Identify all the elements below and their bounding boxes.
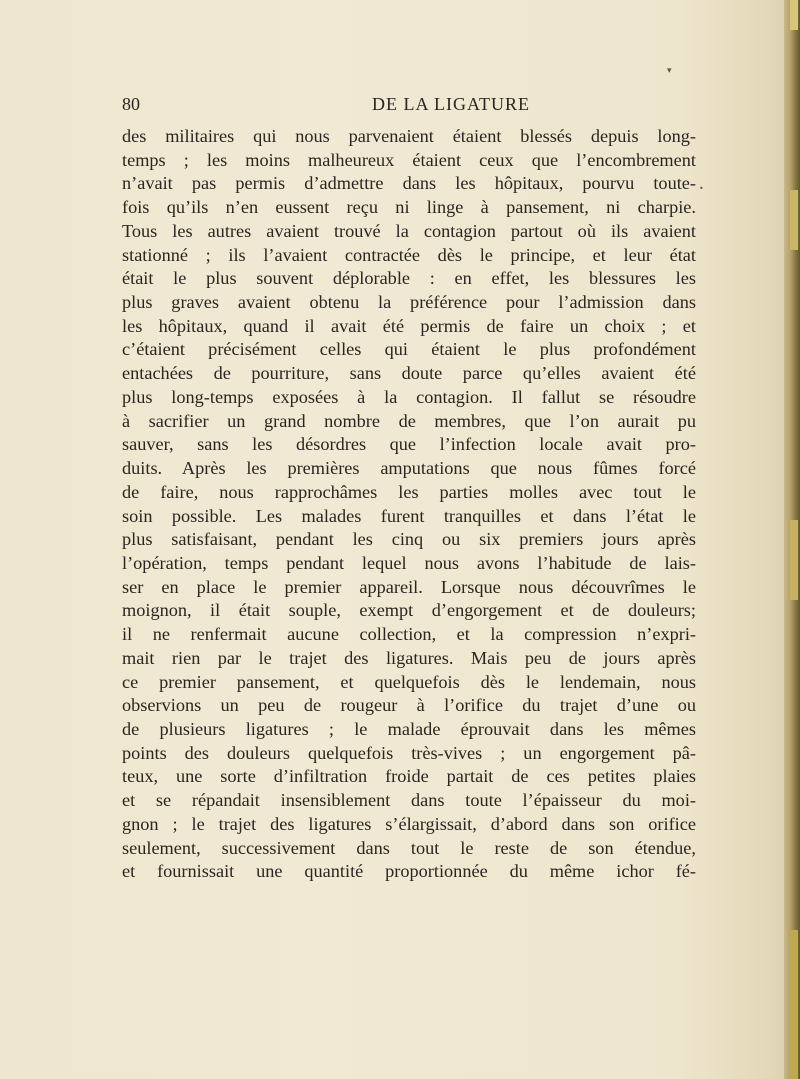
edge-stain [790,0,798,30]
edge-stain [790,190,798,250]
text-line: ser en place le premier appareil. Lorsque nous découvrîmes le [122,576,696,597]
text-line: temps ; les moins malheureux étaient ceux que l’encombrement [122,149,696,170]
text-line: mait rien par le trajet des ligatures. Mais peu de jours après [122,647,696,668]
text-line: points des douleurs quelquefois très-vives ; un engorgement pâ- [122,742,696,763]
text-line: moignon, il était souple, exempt d’engorgement et de douleurs; [122,600,696,621]
text-line: c’étaient précisément celles qui étaient le plus profondément [122,339,696,360]
edge-stain [790,520,798,600]
text-line: était le plus souvent déplorable : en effet, les blessures les [122,268,696,289]
text-line: n’avait pas permis d’admettre dans les hôpitaux, pourvu toute- [122,173,696,194]
text-line: sauver, sans les désordres que l’infection locale avait pro- [122,434,696,455]
text-line: des militaires qui nous parvenaient étaient blessés depuis long- [122,126,696,146]
text-line: fois qu’ils n’en eussent reçu ni linge à pansement, ni charpie. [122,197,696,218]
text-line: et fournissait une quantité proportionnée du même ichor fé- [122,861,696,882]
text-line: ce premier pansement, et quelquefois dès le lendemain, nous [122,671,696,692]
print-mark: • [699,184,704,193]
text-line: de plusieurs ligatures ; le malade éprouvait dans les mêmes [122,718,696,739]
page-number: 80 [122,94,140,114]
page-edge [784,0,800,1079]
text-line: à sacrifier un grand nombre de membres, que l’on aurait pu [122,410,696,431]
text-line: et se répandait insensiblement dans toute l’épaisseur du moi- [122,790,696,811]
text-line: soin possible. Les malades furent tranquilles et dans l’état le [122,505,696,526]
text-line: seulement, successivement dans tout le reste de son étendue, [122,837,696,858]
body-text [122,125,696,884]
text-line: les hôpitaux, quand il avait été permis de faire un choix ; et [122,315,696,336]
text-line: stationné ; ils l’avaient contractée dès le principe, et leur état [122,244,696,265]
edge-stain [790,930,798,1079]
text-line: teux, une sorte d’infiltration froide partait de ces petites plaies [122,766,696,787]
print-mark: ▾ [667,66,672,76]
text-line: Tous les autres avaient trouvé la contagion partout où ils avaient [122,220,696,241]
text-line: l’opération, temps pendant lequel nous avons l’habitude de lais- [122,552,696,573]
text-line: gnon ; le trajet des ligatures s’élargissait, d’abord dans son orifice [122,813,696,834]
text-line: plus long-temps exposées à la contagion. Il fallut se résoudre [122,386,696,407]
text-line: entachées de pourriture, sans doute parce qu’elles avaient été [122,363,696,384]
text-line: observions un peu de rougeur à l’orifice du trajet d’une ou [122,695,696,716]
running-head: DE LA LIGATURE [372,94,530,114]
text-line: il ne renfermait aucune collection, et la compression n’expri- [122,624,696,645]
text-line: de faire, nous rapprochâmes les parties molles avec tout le [122,481,696,502]
text-line: duits. Après les premières amputations que nous fûmes forcé [122,458,696,479]
text-line: plus graves avaient obtenu la préférence pour l’admission dans [122,292,696,313]
text-line: plus satisfaisant, pendant les cinq ou six premiers jours après [122,529,696,550]
page-header [122,94,696,122]
